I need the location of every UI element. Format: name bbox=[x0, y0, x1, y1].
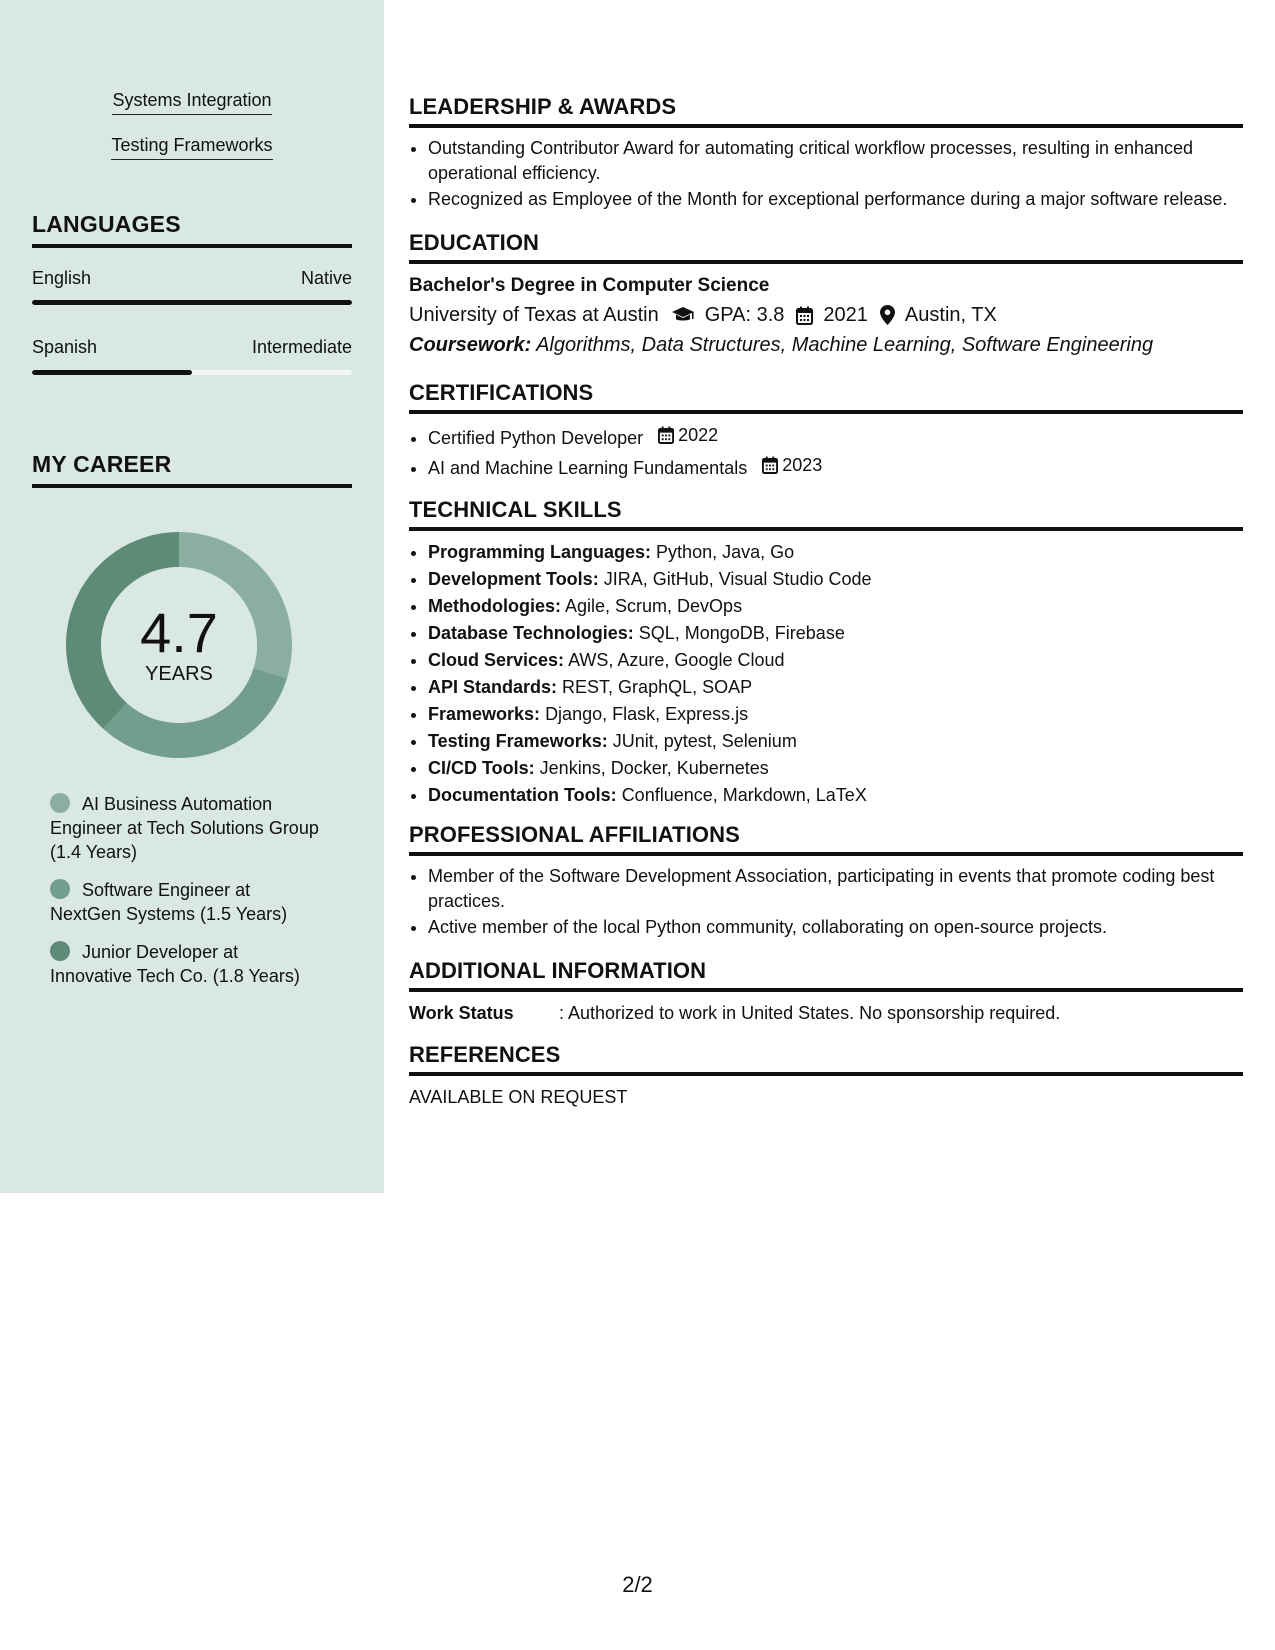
school-name: University of Texas at Austin bbox=[409, 304, 659, 326]
location-pin-icon bbox=[880, 305, 895, 325]
certifications-section bbox=[409, 380, 1243, 481]
section-heading: PROFESSIONAL AFFILIATIONS bbox=[409, 822, 1243, 856]
legend-dot-icon bbox=[50, 793, 70, 813]
legend-dot-icon bbox=[50, 879, 70, 899]
coursework-list: Algorithms, Data Structures, Machine Learning, Software Engineering bbox=[536, 334, 1154, 356]
calendar-icon bbox=[796, 306, 813, 325]
cert-name: AI and Machine Learning Fundamentals bbox=[428, 458, 748, 478]
list-item: • Programming Languages: Python, Java, Go bbox=[428, 539, 1243, 565]
languages-heading: LANGUAGES bbox=[32, 211, 352, 248]
calendar-icon bbox=[762, 456, 778, 474]
section-heading: ADDITIONAL INFORMATION bbox=[409, 958, 1243, 992]
section-heading: CERTIFICATIONS bbox=[409, 380, 1243, 414]
section-heading: REFERENCES bbox=[409, 1042, 1243, 1076]
coursework bbox=[409, 330, 1243, 360]
list-item: • Database Technologies: SQL, MongoDB, Firebase bbox=[428, 620, 1243, 646]
affiliations-section bbox=[409, 822, 1243, 940]
skill-item: Systems Integration bbox=[0, 88, 384, 115]
coursework-label: Coursework: bbox=[409, 334, 532, 356]
page-number: 2/2 bbox=[622, 1572, 653, 1597]
cert-date: 2023 bbox=[762, 452, 822, 478]
cert-name: Certified Python Developer bbox=[428, 428, 644, 448]
language-proficiency-fill bbox=[32, 370, 192, 375]
gpa: GPA: 3.8 bbox=[704, 304, 785, 326]
work-status-value: : Authorized to work in United States. No sponsorship required. bbox=[559, 1003, 1061, 1023]
language-level: Native bbox=[300, 268, 352, 288]
career-legend bbox=[50, 792, 320, 1002]
language-proficiency-bar bbox=[32, 300, 352, 305]
language-proficiency-bar bbox=[32, 370, 352, 375]
skill-item: Testing Frameworks bbox=[0, 133, 384, 160]
list-item: • Recognized as Employee of the Month for exceptional performance during a major software release. bbox=[428, 187, 1243, 212]
list-item: • Outstanding Contributor Award for automating critical workflow processes, resulting in enhanced operational efficiency. bbox=[428, 136, 1243, 186]
list-item: • API Standards: REST, GraphQL, SOAP bbox=[428, 674, 1243, 700]
location: Austin, TX bbox=[904, 304, 997, 326]
references-section bbox=[409, 1042, 1243, 1110]
career-legend-item: Junior Developer at Innovative Tech Co. (1.8 Years) bbox=[50, 942, 300, 986]
list-item: • Documentation Tools: Confluence, Markdown, LaTeX bbox=[428, 782, 1243, 808]
graduation-cap-icon bbox=[671, 306, 695, 324]
list-item: • Active member of the local Python community, collaborating on open-source projects. bbox=[428, 915, 1243, 940]
legend-dot-icon bbox=[50, 941, 70, 961]
degree-title: Bachelor's Degree in Computer Science bbox=[409, 275, 770, 296]
career-legend-item: AI Business Automation Engineer at Tech Solutions Group (1.4 Years) bbox=[50, 794, 319, 862]
cert-date: 2022 bbox=[658, 422, 718, 448]
list-item: • Cloud Services: AWS, Azure, Google Cloud bbox=[428, 647, 1243, 673]
list-item: • Frameworks: Django, Flask, Express.js bbox=[428, 701, 1243, 727]
education-details bbox=[409, 300, 1243, 330]
list-item: • Testing Frameworks: JUnit, pytest, Selenium bbox=[428, 728, 1243, 754]
sidebar bbox=[0, 0, 384, 1193]
work-status-row bbox=[409, 1000, 1243, 1026]
section-heading: LEADERSHIP & AWARDS bbox=[409, 94, 1243, 128]
section-heading: TECHNICAL SKILLS bbox=[409, 497, 1243, 531]
career-donut-center bbox=[66, 532, 292, 758]
technical-skills-section bbox=[409, 497, 1243, 808]
career-heading: MY CAREER bbox=[32, 451, 352, 488]
work-status-label: Work Status bbox=[409, 1003, 514, 1023]
leadership-section bbox=[409, 94, 1243, 212]
list-item: • CI/CD Tools: Jenkins, Docker, Kubernetes bbox=[428, 755, 1243, 781]
graduation-year: 2021 bbox=[823, 304, 868, 326]
career-donut-chart bbox=[66, 532, 292, 758]
calendar-icon bbox=[658, 426, 674, 444]
list-item bbox=[428, 422, 1243, 451]
language-proficiency-fill bbox=[32, 300, 352, 305]
language-row bbox=[32, 268, 352, 289]
list-item: • Methodologies: Agile, Scrum, DevOps bbox=[428, 593, 1243, 619]
language-level: Intermediate bbox=[251, 337, 352, 357]
language-name: English bbox=[32, 268, 92, 288]
list-item bbox=[428, 452, 1243, 481]
language-row bbox=[32, 337, 352, 358]
career-legend-item: Software Engineer at NextGen Systems (1.5 Years) bbox=[50, 880, 288, 924]
education-section bbox=[409, 230, 1243, 360]
career-total-years: 4.7 bbox=[140, 600, 218, 664]
main-content bbox=[409, 94, 1243, 1122]
language-name: Spanish bbox=[32, 337, 98, 357]
list-item: • Development Tools: JIRA, GitHub, Visual Studio Code bbox=[428, 566, 1243, 592]
references-text: AVAILABLE ON REQUEST bbox=[409, 1087, 628, 1107]
list-item: • Member of the Software Development Association, participating in events that promote coding best practices. bbox=[428, 864, 1243, 914]
career-total-unit: YEARS bbox=[145, 662, 213, 685]
additional-info-section bbox=[409, 958, 1243, 1026]
section-heading: EDUCATION bbox=[409, 230, 1243, 264]
